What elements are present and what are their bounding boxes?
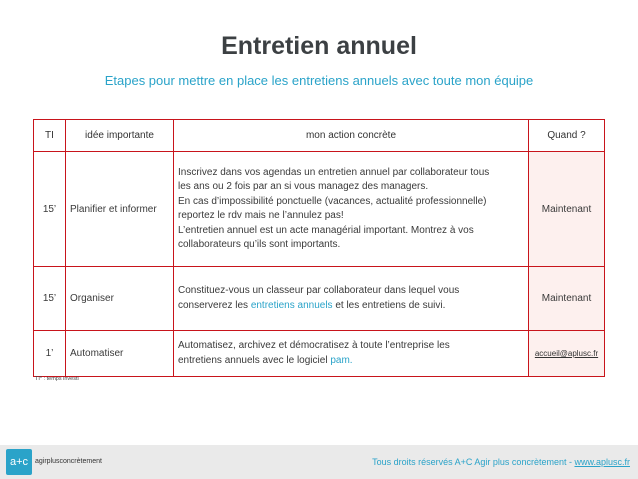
tagline: agirplusconcrètement <box>35 458 102 465</box>
page-title: Entretien annuel <box>221 32 417 60</box>
page-subtitle: Etapes pour mettre en place les entretiens annuels avec toute mon équipe <box>104 73 534 88</box>
action-line: entretiens annuels avec le logiciel pam. <box>178 354 353 366</box>
row-action <box>174 331 529 377</box>
row-ti: 15’ <box>34 267 66 331</box>
header-ti: TI <box>34 120 66 152</box>
header-idea: idée importante <box>66 120 174 152</box>
table-row <box>34 267 605 331</box>
footer <box>0 445 638 479</box>
header-when: Quand ? <box>529 120 605 152</box>
action-line: reportez le rdv mais ne l’annulez pas! <box>178 210 344 221</box>
action-line: les ans ou 2 fois par an si vous managez des managers. <box>178 181 429 192</box>
action-plan-table <box>33 119 605 377</box>
table-row <box>34 152 605 267</box>
action-line: Automatisez, archivez et démocratisez à toute l’entreprise les <box>178 340 450 351</box>
table-header-row <box>34 120 605 152</box>
email-link[interactable]: accueil@aplusc.fr <box>534 349 599 358</box>
row-when: Maintenant <box>529 152 605 267</box>
row-idea: Organiser <box>66 267 174 331</box>
row-idea: Planifier et informer <box>66 152 174 267</box>
header-action: mon action concrète <box>174 120 529 152</box>
row-action <box>174 267 529 331</box>
row-idea: Automatiser <box>66 331 174 377</box>
action-line: conserverez les entretiens annuels et les entretiens de suivi. <box>178 299 446 311</box>
website-link[interactable]: www.aplusc.fr <box>574 457 630 467</box>
action-line: Constituez-vous un classeur par collaborateur dans lequel vous <box>178 285 460 296</box>
aplusc-logo: a+c <box>6 449 32 475</box>
row-action <box>174 152 529 267</box>
action-line: Inscrivez dans vos agendas un entretien annuel par collaborateur tous <box>178 166 490 178</box>
action-line: L’entretien annuel est un acte managérial important. Montrez à vos <box>178 224 474 236</box>
copyright: Tous droits réservés A+C Agir plus concrètement - www.aplusc.fr <box>372 457 630 467</box>
entretiens-link[interactable]: entretiens annuels <box>250 299 333 311</box>
action-line: En cas d’impossibilité ponctuelle (vacances, actualité professionnelle) <box>178 195 487 207</box>
row-when: Maintenant <box>529 267 605 331</box>
row-when <box>529 331 605 377</box>
action-line: collaborateurs qu’ils sont importants. <box>178 239 341 250</box>
table-row <box>34 331 605 377</box>
row-ti: 1’ <box>34 331 66 377</box>
row-ti: 15’ <box>34 152 66 267</box>
pam-link[interactable]: pam. <box>330 354 353 366</box>
footnote: TI* : temps investi <box>35 376 79 382</box>
